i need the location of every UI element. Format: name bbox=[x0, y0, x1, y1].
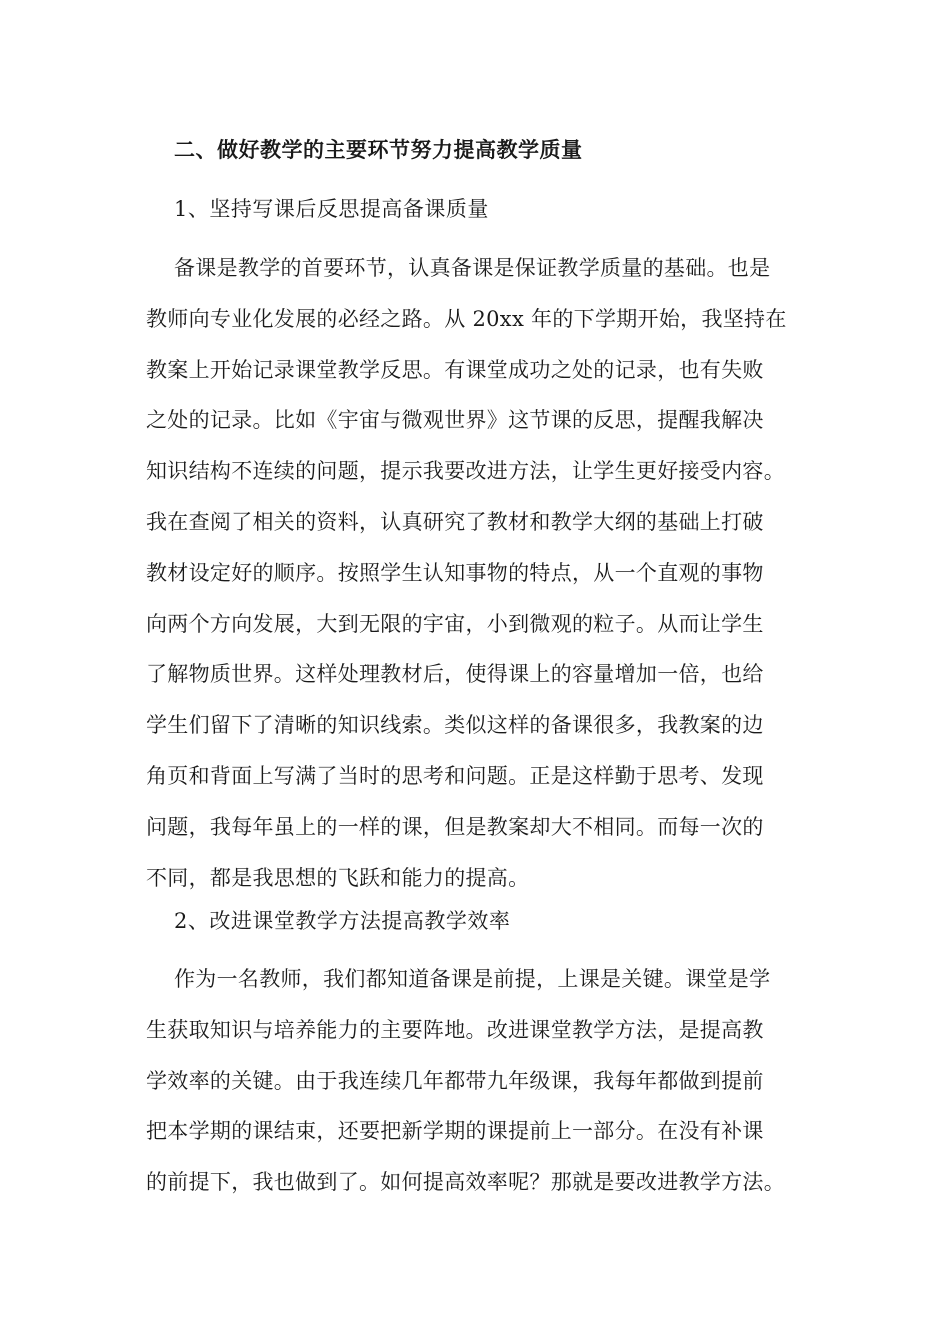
paragraph-line: 教师向专业化发展的必经之路。从 20xx 年的下学期开始，我坚持在 bbox=[146, 306, 787, 331]
paragraph-line: 备课是教学的首要环节，认真备课是保证教学质量的基础。也是 bbox=[174, 256, 771, 280]
paragraph-line: 教材设定好的顺序。按照学生认知事物的特点，从一个直观的事物 bbox=[146, 560, 764, 585]
subsection-1-title: 1、坚持写课后反思提高备课质量 bbox=[174, 197, 489, 221]
paragraph-line: 了解物质世界。这样处理教材后，使得课上的容量增加一倍，也给 bbox=[146, 662, 764, 687]
paragraph-line: 把本学期的课结束，还要把新学期的课提前上一部分。在没有补课 bbox=[146, 1119, 764, 1144]
paragraph-line: 的前提下，我也做到了。如何提高效率呢？那就是要改进教学方法。 bbox=[146, 1170, 785, 1195]
section-heading: 二、做好教学的主要环节努力提高教学质量 bbox=[174, 137, 583, 162]
paragraph-line: 知识结构不连续的问题，提示我要改进方法，让学生更好接受内容。 bbox=[146, 459, 785, 484]
paragraph-line: 教案上开始记录课堂教学反思。有课堂成功之处的记录，也有失败 bbox=[146, 357, 764, 382]
subsection-2-paragraph bbox=[146, 954, 816, 1208]
paragraph-line: 作为一名教师，我们都知道备课是前提，上课是关键。课堂是学 bbox=[174, 967, 771, 991]
paragraph-line: 不同，都是我思想的飞跃和能力的提高。 bbox=[146, 865, 530, 890]
paragraph-line: 之处的记录。比如《宇宙与微观世界》这节课的反思，提醒我解决 bbox=[146, 408, 764, 433]
subsection-2-title: 2、改进课堂教学方法提高教学效率 bbox=[174, 909, 511, 933]
paragraph-line: 我在查阅了相关的资料，认真研究了教材和教学大纲的基础上打破 bbox=[146, 509, 764, 534]
paragraph-line: 学生们留下了清晰的知识线索。类似这样的备课很多，我教案的边 bbox=[146, 713, 764, 738]
paragraph-line: 问题，我每年虽上的一样的课，但是教案却大不相同。而每一次的 bbox=[146, 814, 764, 839]
paragraph-line: 向两个方向发展，大到无限的宇宙，小到微观的粒子。从而让学生 bbox=[146, 611, 764, 636]
paragraph-line: 生获取知识与培养能力的主要阵地。改进课堂教学方法，是提高教 bbox=[146, 1017, 764, 1042]
subsection-1-paragraph bbox=[146, 243, 816, 903]
paragraph-line: 学效率的关键。由于我连续几年都带九年级课，我每年都做到提前 bbox=[146, 1068, 764, 1093]
paragraph-line: 角页和背面上写满了当时的思考和问题。正是这样勤于思考、发现 bbox=[146, 763, 764, 788]
